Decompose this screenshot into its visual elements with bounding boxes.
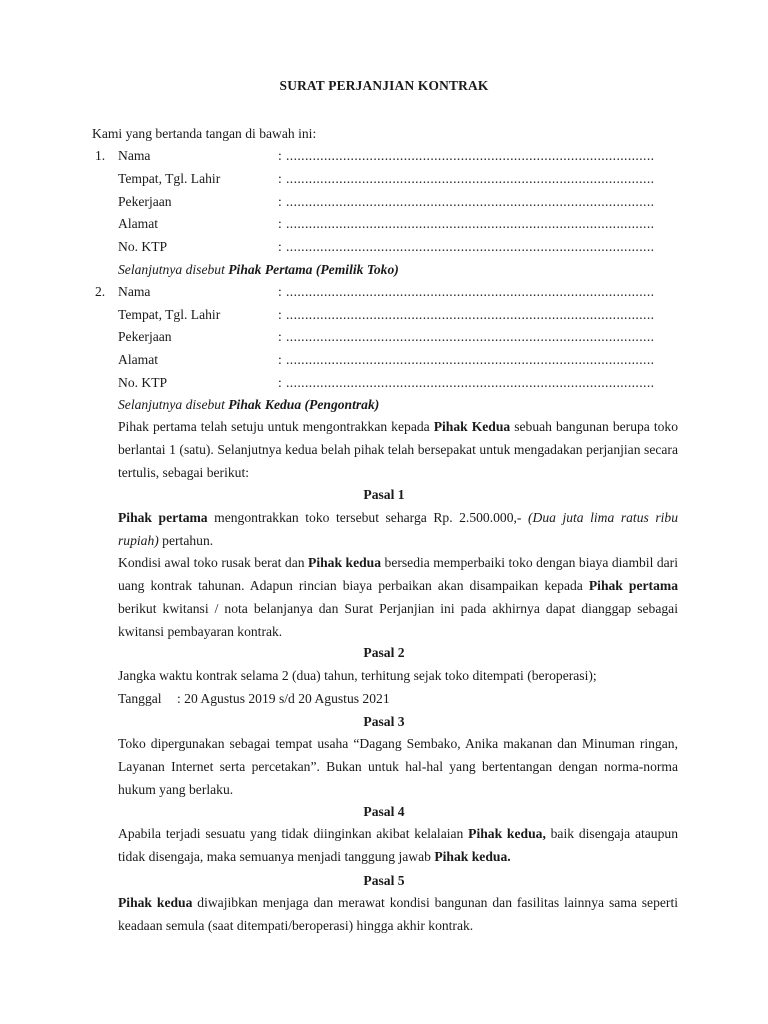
party2-ttl-blank: : .................................................................................................	[278, 307, 655, 322]
pasal4-heading: Pasal 4	[363, 804, 405, 819]
pasal2-heading: Pasal 2	[363, 645, 405, 660]
pasal2-date-label: Tanggal	[118, 691, 162, 706]
pasal2-paragraph: Jangka waktu kontrak selama 2 (dua) tahun, terhitung sejak toko ditempati (beroperasi);	[118, 668, 597, 683]
party2-field-ttl: Tempat, Tgl. Lahir	[118, 307, 221, 322]
party2-pekerjaan-blank: : .................................................................................................	[278, 329, 655, 344]
party1-pekerjaan-blank: : .................................................................................................	[278, 194, 655, 209]
pasal4-paragraph: Apabila terjadi sesuatu yang tidak diinginkan akibat kelalaian Pihak kedua, baik disengaja ataupun tidak disengaja, maka semuanya menjadi tanggung jawab Pihak kedua.	[118, 826, 678, 864]
document-title: SURAT PERJANJIAN KONTRAK	[279, 78, 489, 93]
party2-ktp-blank: : .................................................................................................	[278, 375, 655, 390]
party2-field-pekerjaan: Pekerjaan	[118, 329, 172, 344]
party1-field-ktp: No. KTP	[118, 239, 168, 254]
party1-field-ttl: Tempat, Tgl. Lahir	[118, 171, 221, 186]
party2-number: 2.	[95, 284, 106, 299]
party1-number: 1.	[95, 148, 106, 163]
party1-note: Selanjutnya disebut Pihak Pertama (Pemilik Toko)	[118, 262, 399, 277]
intro-text: Kami yang bertanda tangan di bawah ini:	[92, 126, 317, 141]
pasal3-paragraph: Toko dipergunakan sebagai tempat usaha “Dagang Sembako, Anika makanan dan Minuman ringan, Layanan Internet serta percetakan”. Bukan untuk hal-hal yang bertentangan dengan norma-norma hukum yang berlaku.	[118, 736, 678, 797]
pasal5-paragraph: Pihak kedua diwajibkan menjaga dan merawat kondisi bangunan dan fasilitas lainnya sama seperti keadaan semula (saat ditempati/beroperasi) hingga akhir kontrak.	[118, 895, 678, 933]
party2-nama-blank: : .................................................................................................	[278, 284, 655, 299]
party1-field-alamat: Alamat	[118, 216, 159, 231]
party2-alamat-blank: : .................................................................................................	[278, 352, 655, 367]
agreement-paragraph: Pihak pertama telah setuju untuk mengontrakkan kepada Pihak Kedua sebuah bangunan berupa toko berlantai 1 (satu). Selanjutnya kedua belah pihak telah bersepakat untuk mengadakan perjanjian secara tertulis, sebagai berikut:	[118, 419, 678, 480]
pasal5-heading: Pasal 5	[363, 873, 405, 888]
party1-field-pekerjaan: Pekerjaan	[118, 194, 172, 209]
party1-ktp-blank: : .................................................................................................	[278, 239, 655, 254]
party2-note: Selanjutnya disebut Pihak Kedua (Pengontrak)	[118, 397, 380, 412]
party2-field-ktp: No. KTP	[118, 375, 168, 390]
pasal1-paragraph2: Kondisi awal toko rusak berat dan Pihak kedua bersedia memperbaiki toko dengan biaya diambil dari uang kontrak tahunan. Adapun rincian biaya perbaikan akan disampaikan kepada Pihak pertama berikut kwitansi / nota belanjanya dan Surat Perjanjian ini pada akhirnya dapat dianggap sebagai kwitansi pembayaran kontrak.	[118, 555, 679, 639]
pasal1-heading: Pasal 1	[363, 487, 405, 502]
party1-ttl-blank: : .................................................................................................	[278, 171, 655, 186]
party2-field-nama: Nama	[118, 284, 151, 299]
party1-field-nama: Nama	[118, 148, 151, 163]
pasal2-date-value: : 20 Agustus 2019 s/d 20 Agustus 2021	[177, 691, 390, 706]
party2-field-alamat: Alamat	[118, 352, 159, 367]
party1-nama-blank: : .................................................................................................	[278, 148, 655, 163]
party1-alamat-blank: : .................................................................................................	[278, 216, 655, 231]
pasal3-heading: Pasal 3	[363, 714, 405, 729]
pasal1-paragraph1: Pihak pertama mengontrakkan toko tersebut seharga Rp. 2.500.000,- (Dua juta lima ratus ribu rupiah) pertahun.	[118, 510, 678, 548]
